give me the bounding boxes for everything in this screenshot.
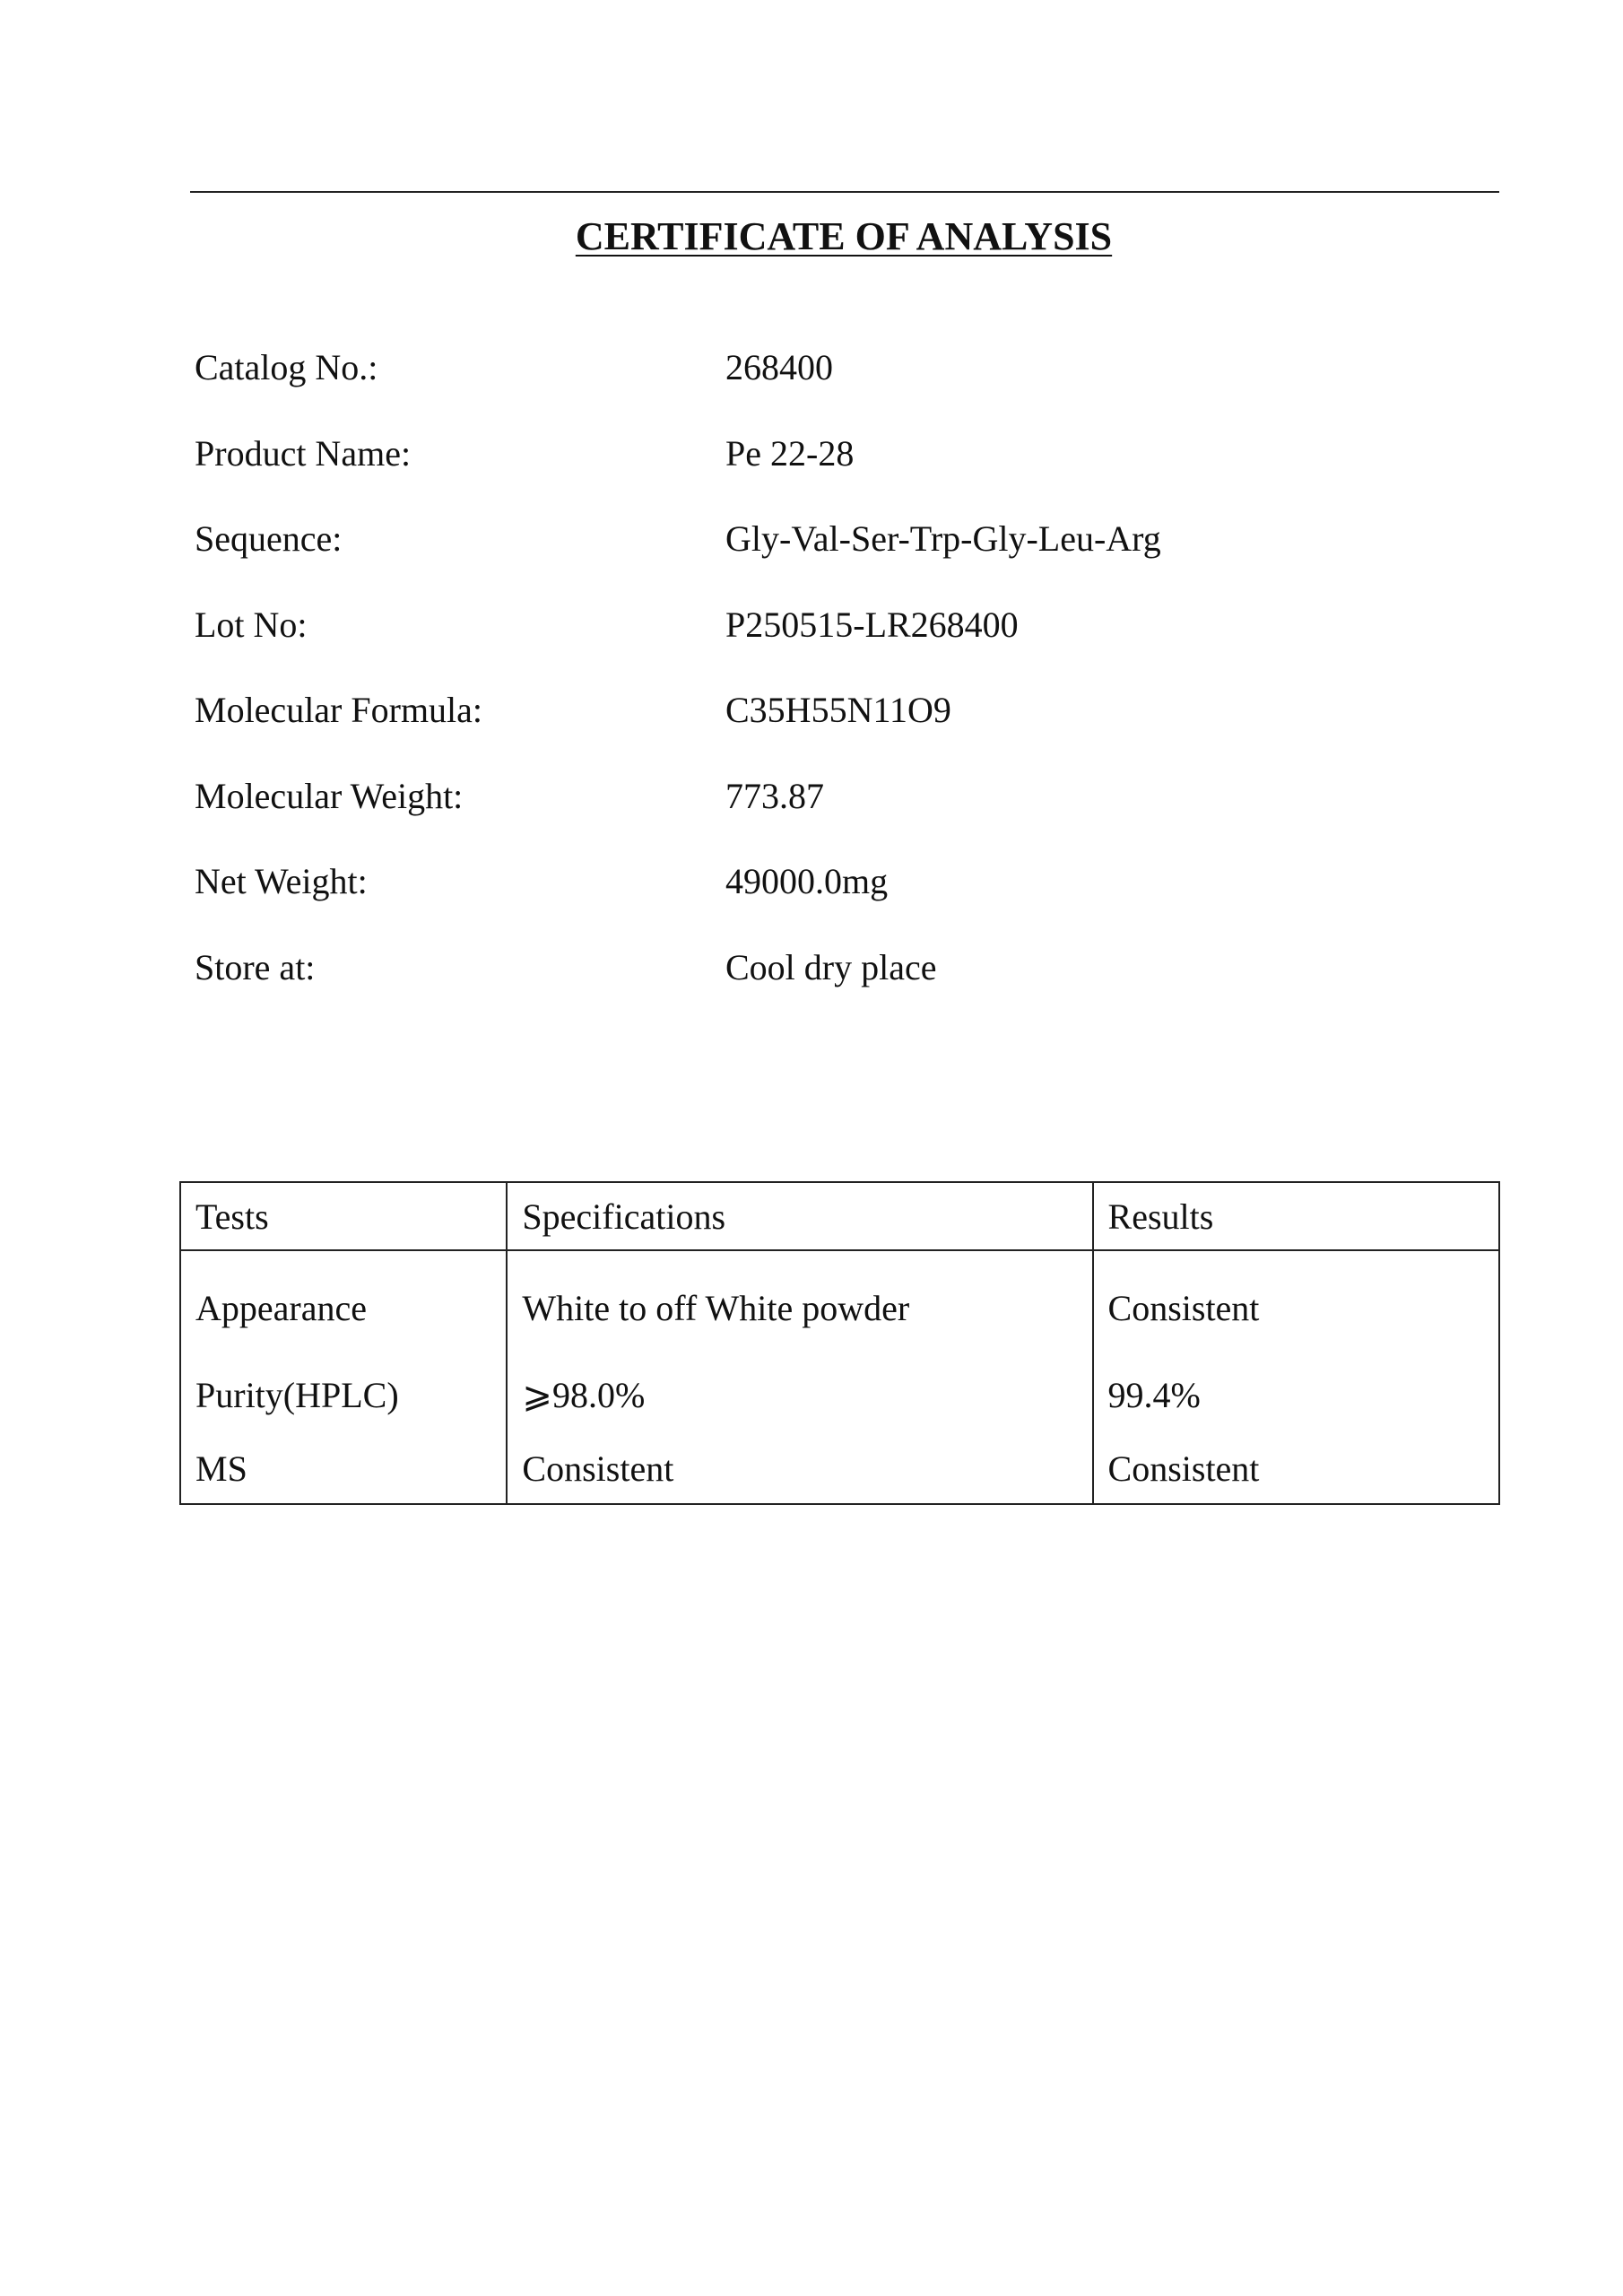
table-row — [180, 1433, 1499, 1504]
cell-specification: ⩾98.0% — [507, 1357, 1092, 1433]
table-row — [180, 1357, 1499, 1433]
info-value: 49000.0mg — [725, 861, 889, 901]
table-row — [180, 1250, 1499, 1357]
info-label: Net Weight: — [195, 861, 368, 901]
header-tests: Tests — [180, 1182, 507, 1250]
info-label: Product Name: — [195, 432, 412, 474]
product-info-list — [195, 341, 1360, 1026]
info-value: P250515-LR268400 — [725, 604, 1019, 645]
top-divider — [190, 191, 1499, 193]
info-row-molecular-formula — [195, 683, 1360, 770]
info-label: Store at: — [195, 946, 316, 987]
info-value: Gly-Val-Ser-Trp-Gly-Leu-Arg — [725, 518, 1161, 559]
info-row-catalog-no — [195, 341, 1360, 427]
document-title: CERTIFICATE OF ANALYSIS — [575, 214, 1113, 258]
info-row-lot-no — [195, 598, 1360, 684]
cell-test: MS — [180, 1433, 507, 1504]
info-label: Molecular Formula: — [195, 690, 483, 730]
info-label: Molecular Weight: — [195, 775, 464, 816]
results-table — [179, 1181, 1500, 1505]
info-value: 773.87 — [725, 775, 824, 816]
cell-specification: White to off White powder — [507, 1250, 1092, 1357]
table-header-row — [180, 1182, 1499, 1250]
cell-result: Consistent — [1093, 1433, 1499, 1504]
info-value: Cool dry place — [725, 946, 937, 987]
cell-test: Appearance — [180, 1250, 507, 1357]
info-row-net-weight — [195, 855, 1360, 941]
cell-test: Purity(HPLC) — [180, 1357, 507, 1433]
info-label: Sequence: — [195, 518, 343, 559]
info-row-sequence — [195, 512, 1360, 598]
info-row-store-at — [195, 941, 1360, 1027]
info-value: C35H55N11O9 — [725, 690, 951, 730]
cell-result: Consistent — [1093, 1250, 1499, 1357]
info-label: Catalog No.: — [195, 347, 378, 387]
cell-specification: Consistent — [507, 1433, 1092, 1504]
info-row-product-name — [195, 427, 1360, 513]
info-label: Lot No: — [195, 604, 308, 645]
info-value: 268400 — [725, 347, 833, 387]
info-value: Pe 22-28 — [725, 432, 855, 474]
cell-result: 99.4% — [1093, 1357, 1499, 1433]
header-results: Results — [1093, 1182, 1499, 1250]
header-specifications: Specifications — [507, 1182, 1092, 1250]
info-row-molecular-weight — [195, 770, 1360, 856]
